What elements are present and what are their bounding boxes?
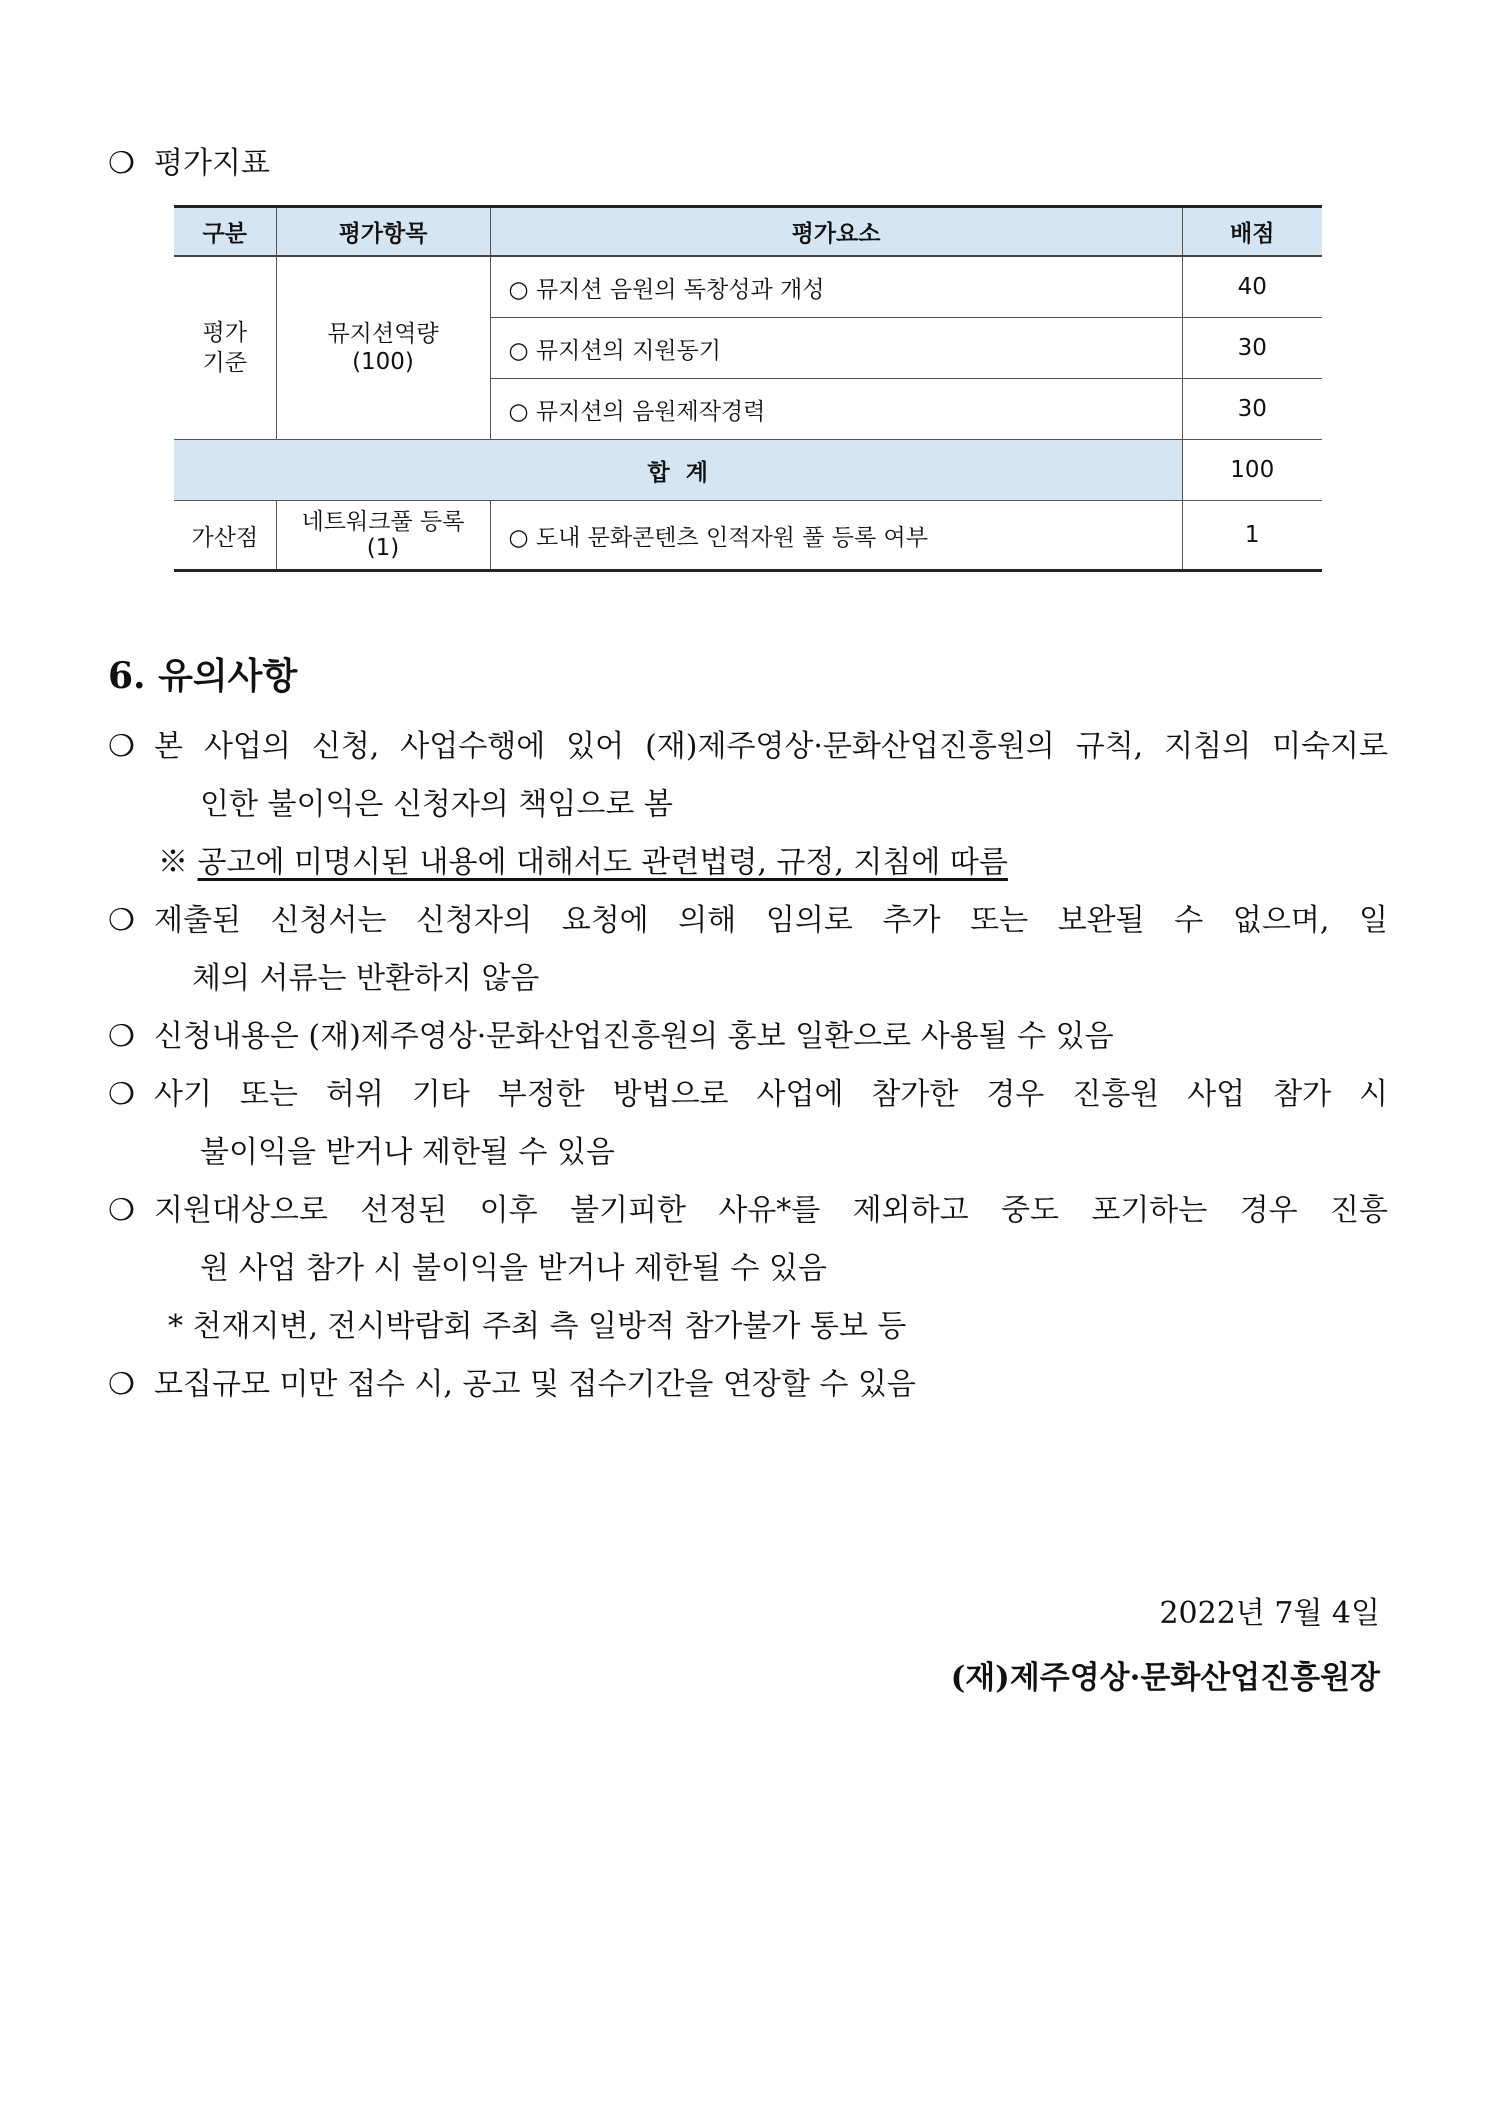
criteria-score: 30 [1182,379,1322,440]
header-item: 평가항목 [276,207,490,257]
total-score: 100 [1182,440,1322,501]
note-line: 제출된 신청서는 신청자의 요청에 의해 임의로 추가 또는 보완될 수 없으며, 일 [154,903,1388,938]
circle-bullet-icon: ❍ [108,1193,135,1228]
bonus-category: 가산점 [174,501,276,571]
note-line: 모집규모 미만 접수 시, 공고 및 접수기간을 연장할 수 있음 [154,1367,916,1402]
circle-bullet-icon: ❍ [108,1367,135,1402]
note-line: 신청내용은 (재)제주영상·문화산업진흥원의 홍보 일환으로 사용될 수 있음 [154,1019,1114,1054]
circle-bullet-icon: ❍ [108,903,135,938]
note-line: 본 사업의 신청, 사업수행에 있어 (재)제주영상·문화산업진흥원의 규칙, 지침의 미숙지로 [154,729,1388,764]
list-item [108,1008,1388,1066]
list-item [108,718,1388,834]
table-row [174,256,1322,318]
total-row [174,440,1322,501]
note-line: 인한 불이익은 신청자의 책임으로 봄 [200,787,673,822]
list-item [108,1182,1388,1298]
criteria-item: 뮤지션역량 (100) [276,256,490,440]
header-score: 배점 [1182,207,1322,257]
header-category: 구분 [174,207,276,257]
note-line: 사기 또는 허위 기타 부정한 방법으로 사업에 참가한 경우 진흥원 사업 참가 시 [154,1077,1388,1112]
total-label: 합 계 [174,440,1182,501]
note-line: 체의 서류는 반환하지 않음 [192,961,540,996]
note-line: 원 사업 참가 시 불이익을 받거나 제한될 수 있음 [200,1251,827,1286]
list-item [108,892,1388,1008]
issue-date: 2022년 7월 4일 [1159,1596,1380,1631]
notes-list [108,718,1388,1414]
section-title: 6. 유의사항 [108,655,298,697]
list-item [108,1066,1388,1182]
reference-mark-icon: ※ [158,845,188,880]
criteria-score: 40 [1182,256,1322,318]
subnote: * 천재지변, 전시박람회 주최 측 일방적 참가불가 통보 등 [168,1309,907,1344]
note-line: 불이익을 받거나 제한될 수 있음 [200,1135,615,1170]
signer-name: (재)제주영상·문화산업진흥원장 [950,1660,1380,1696]
criteria-element: ○ 뮤지션의 지원동기 [490,318,1182,379]
criteria-category: 평가 기준 [174,256,276,440]
bonus-item: 네트워크풀 등록 (1) [276,501,490,571]
evaluation-heading-text: 평가지표 [154,146,270,181]
circle-bullet-icon: ❍ [108,729,135,764]
subnote-text: 공고에 미명시된 내용에 대해서도 관련법령, 규정, 지침에 따름 [197,845,1008,880]
list-item [108,1356,1388,1414]
criteria-score: 30 [1182,318,1322,379]
evaluation-table [174,205,1322,572]
evaluation-heading [108,138,270,182]
header-element: 평가요소 [490,207,1182,257]
subnote [108,834,1388,892]
bonus-score: 1 [1182,501,1322,571]
criteria-element: ○ 뮤지션의 음원제작경력 [490,379,1182,440]
bonus-element: ○ 도내 문화콘텐츠 인적자원 풀 등록 여부 [490,501,1182,571]
circle-bullet-icon: ❍ [108,1077,135,1112]
note-line: 지원대상으로 선정된 이후 불기피한 사유*를 제외하고 중도 포기하는 경우 진흥 [154,1193,1388,1228]
circle-bullet-icon: ❍ [108,146,135,181]
bonus-row [174,501,1322,571]
criteria-element: ○ 뮤지션 음원의 독창성과 개성 [490,256,1182,318]
circle-bullet-icon: ❍ [108,1019,135,1054]
table-header-row [174,207,1322,257]
